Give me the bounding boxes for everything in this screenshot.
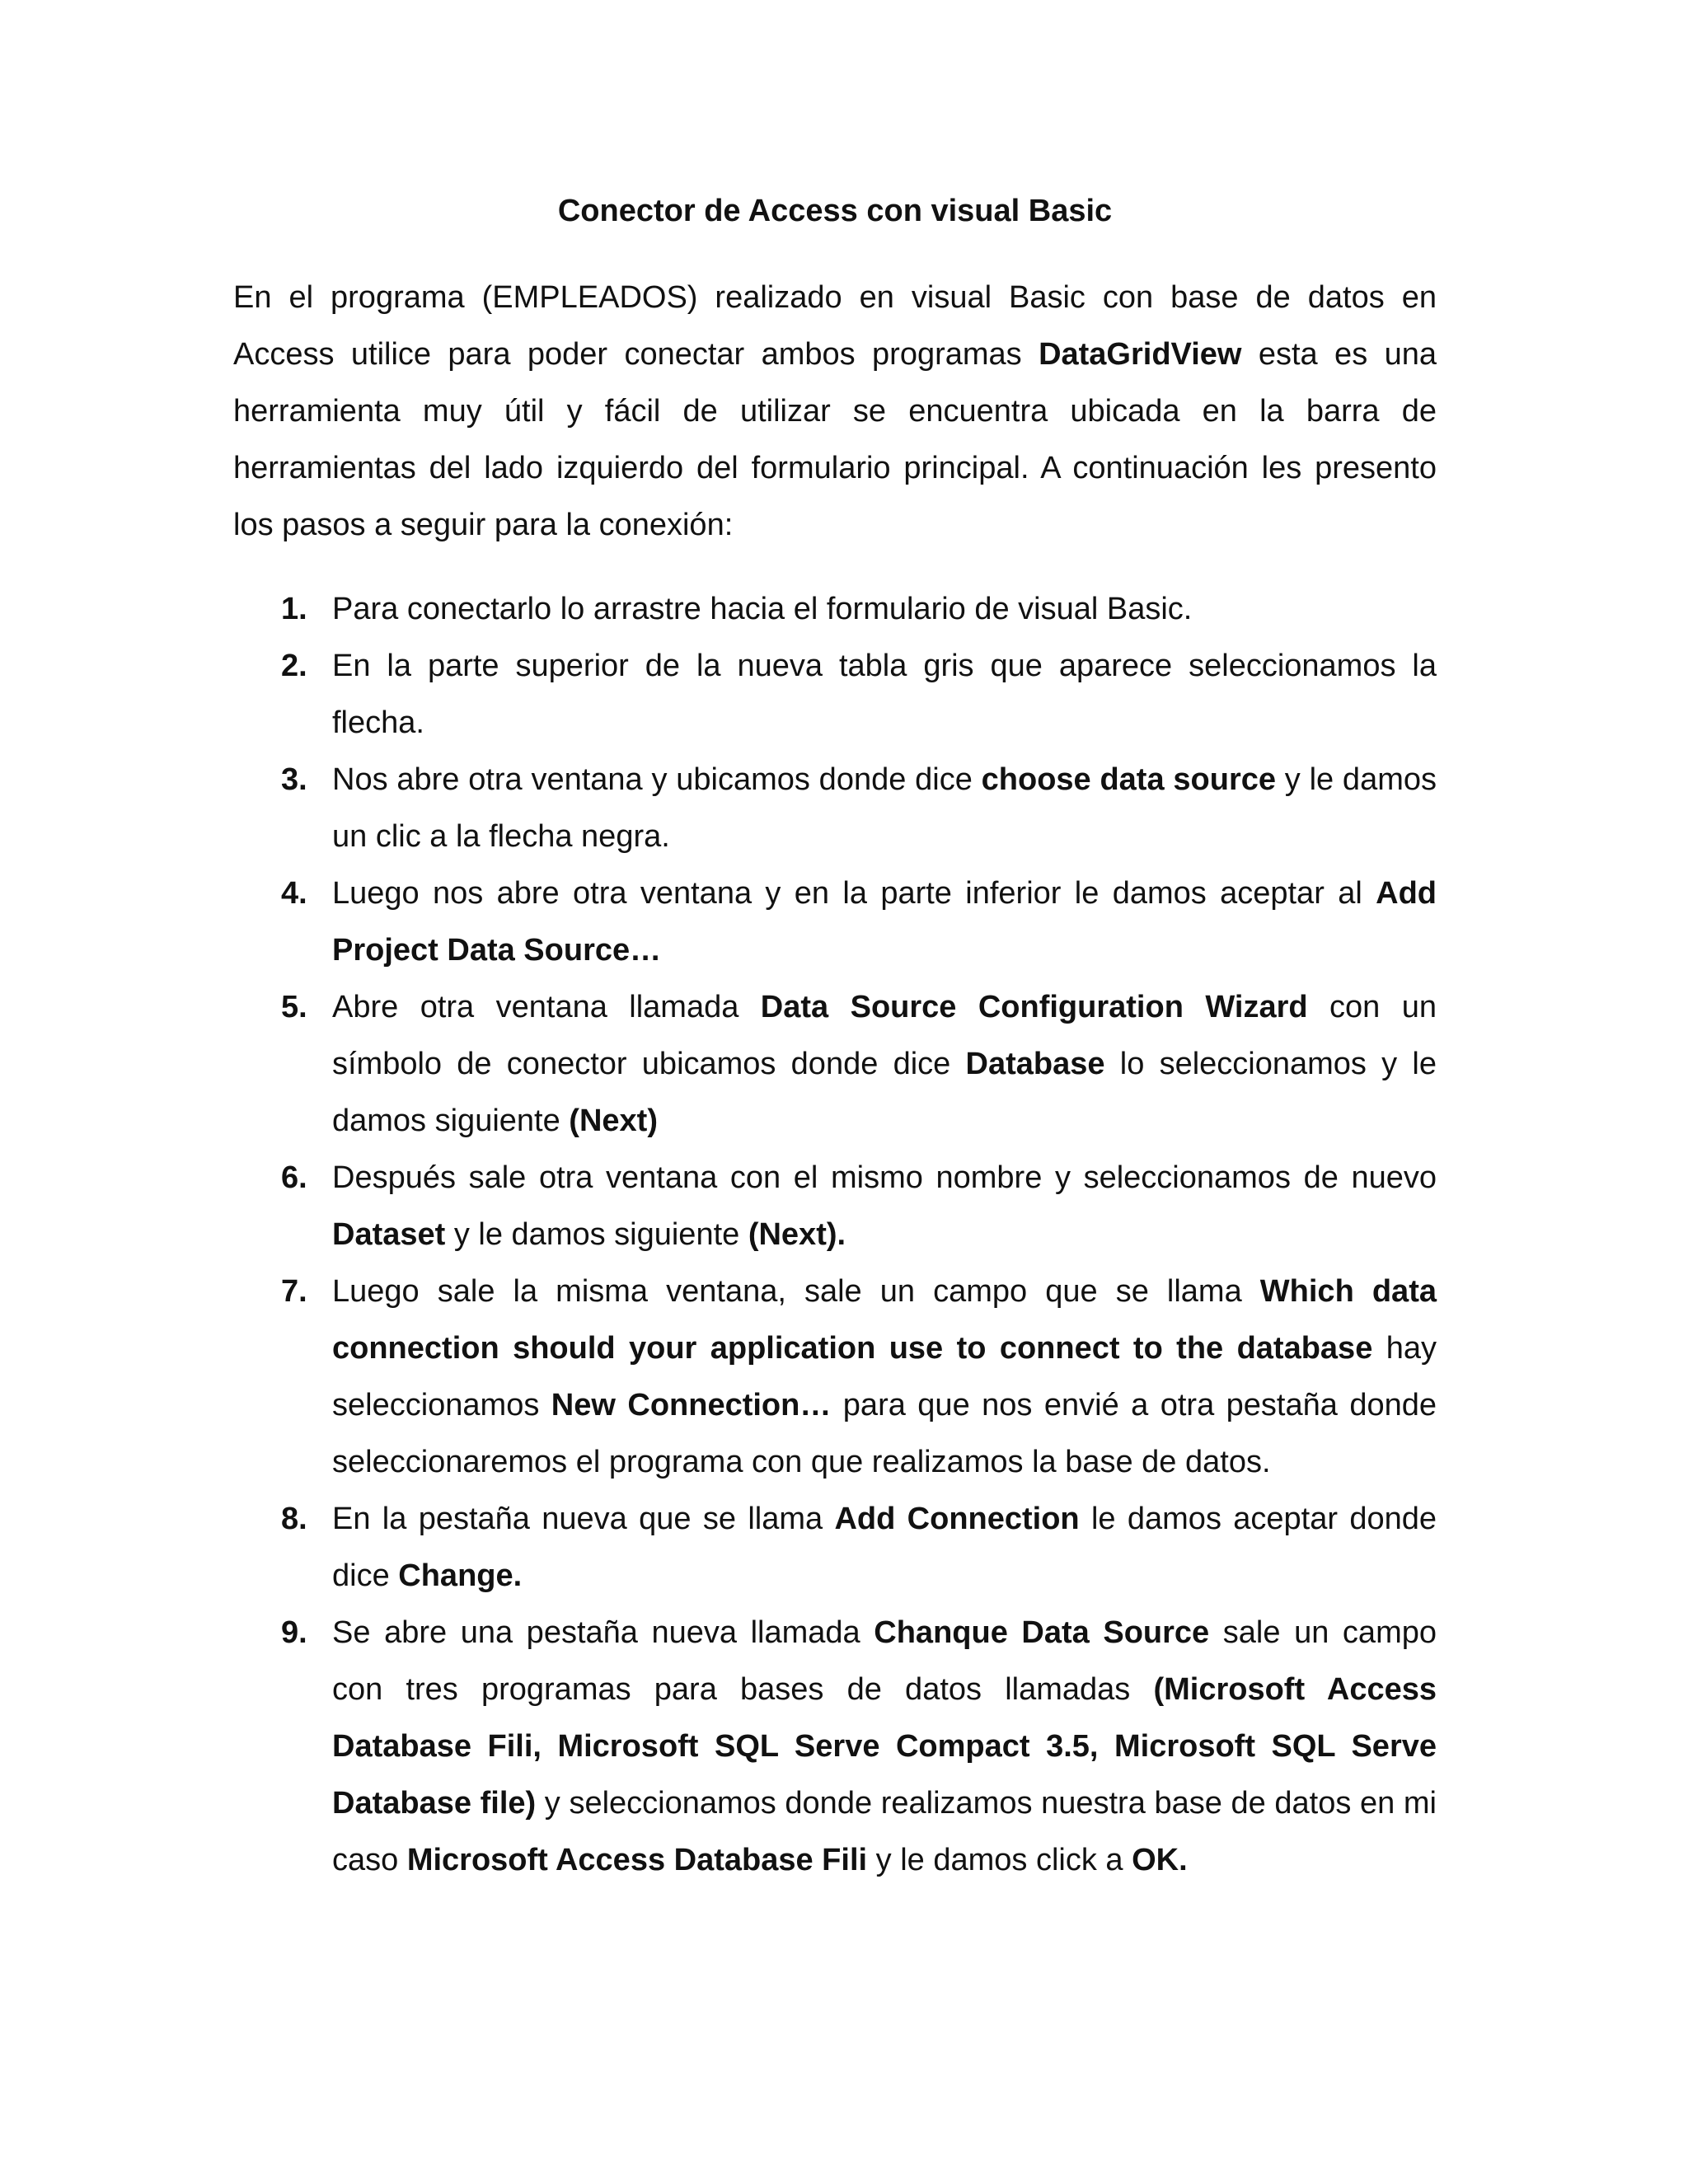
text-run: Luego sale la misma ventana, sale un campo que se llama [332, 1274, 1260, 1309]
bold-text: Which data connection should your application use to connect to the database [332, 1274, 1437, 1366]
text-run: Después sale otra ventana con el mismo nombre y seleccionamos de nuevo [332, 1160, 1437, 1195]
step-number: 1. [281, 592, 307, 626]
step-number: 5. [281, 990, 307, 1024]
bold-text: New Connection… [551, 1388, 832, 1422]
text-run: y le damos siguiente [445, 1217, 748, 1252]
step-number: 2. [281, 649, 307, 683]
list-item [233, 1491, 1437, 1605]
text-run: En la parte superior de la nueva tabla gris que aparece seleccionamos la flecha. [332, 649, 1437, 740]
text-run: y le damos click a [867, 1843, 1132, 1877]
document-title: Conector de Access con visual Basic [557, 194, 1113, 228]
list-item [233, 638, 1437, 752]
bold-text: Database [965, 1047, 1105, 1081]
text-run: Luego nos abre otra ventana y en la parte inferior le damos aceptar al [332, 876, 1376, 911]
step-number: 7. [281, 1274, 307, 1309]
bold-text: Change. [398, 1558, 523, 1593]
text-run: hay seleccionamos [332, 1331, 1437, 1422]
list-item [233, 581, 1437, 638]
list-item [233, 752, 1437, 865]
text-run: y seleccionamos donde realizamos nuestra base de datos en mi caso [332, 1786, 1437, 1877]
text-run: le damos aceptar donde dice [332, 1502, 1437, 1593]
bold-text: (Microsoft Access Database Fili, Microsoft SQL Serve Compact 3.5, Microsoft SQL Serve Database file) [332, 1672, 1437, 1821]
bold-text: (Next) [569, 1104, 658, 1138]
step-number: 9. [281, 1615, 307, 1650]
text-run: En el programa (EMPLEADOS) realizado en visual Basic con base de datos en Access utilice para poder conectar ambos programas [233, 280, 1437, 372]
step-number: 6. [281, 1160, 307, 1195]
bold-text: Dataset [332, 1217, 446, 1252]
step-number: 8. [281, 1502, 307, 1536]
bold-text: choose data source [981, 762, 1276, 797]
step-number: 3. [281, 762, 307, 797]
step-number: 4. [281, 876, 307, 911]
bold-text: DataGridView [1039, 337, 1242, 372]
text-run: Para conectarlo lo arrastre hacia el formulario de visual Basic. [332, 592, 1193, 626]
bold-text: OK. [1132, 1843, 1188, 1877]
text-run: lo seleccionamos y le damos siguiente [332, 1047, 1437, 1138]
list-item [233, 1150, 1437, 1263]
list-item [233, 865, 1437, 979]
bold-text: (Next). [748, 1217, 846, 1252]
bold-text: Microsoft Access Database Fili [406, 1843, 868, 1877]
bold-text: Data Source Configuration Wizard [760, 990, 1308, 1024]
bold-text: Add Project Data Source… [332, 876, 1437, 968]
text-run: En la pestaña nueva que se llama [332, 1502, 835, 1536]
bold-text: Chanque Data Source [874, 1615, 1210, 1650]
list-item [233, 1263, 1437, 1491]
text-run: Se abre una pestaña nueva llamada [332, 1615, 874, 1650]
list-item [233, 979, 1437, 1150]
text-run: esta es una herramienta muy útil y fácil de utilizar se encuentra ubicada en la barra de herramientas del lado izquierdo del formulario principal. A continuación les presento los pasos a seguir para la conexión: [233, 337, 1437, 542]
text-run: y le damos un clic a la flecha negra. [332, 762, 1437, 854]
steps-list [233, 581, 1437, 1889]
text-run: Nos abre otra ventana y ubicamos donde dice [332, 762, 982, 797]
text-run: con un símbolo de conector ubicamos donde dice [332, 990, 1437, 1081]
bold-text: Add Connection [834, 1502, 1080, 1536]
text-run: sale un campo con tres programas para bases de datos llamadas [332, 1615, 1437, 1707]
list-item [233, 1605, 1437, 1889]
text-run: para que nos envié a otra pestaña donde seleccionaremos el programa con que realizamos la base de datos. [332, 1388, 1437, 1479]
intro-paragraph [233, 269, 1437, 554]
text-run: Abre otra ventana llamada [332, 990, 761, 1024]
